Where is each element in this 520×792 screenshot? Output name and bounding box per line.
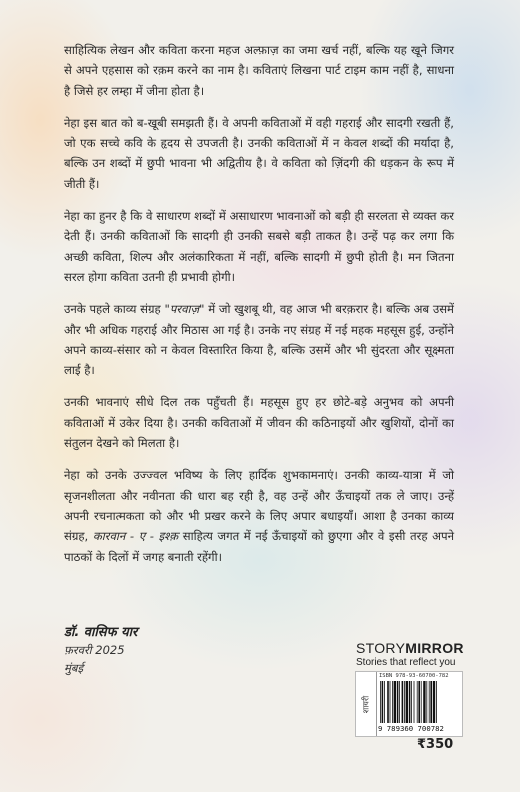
barcode-box xyxy=(355,671,463,737)
logo-part-mirror: MIRROR xyxy=(405,640,464,656)
genre-text: शायरी xyxy=(361,695,371,713)
paragraph-6 xyxy=(64,465,454,566)
publisher-brand xyxy=(356,640,476,668)
price-label: ₹350 xyxy=(417,737,454,752)
isbn-digits: 9 789360 700782 xyxy=(378,724,444,733)
publisher-logo xyxy=(356,640,476,656)
paragraph-5: उनकी भावनाएं सीधे दिल तक पहुँचती हैं। महसूस हुए हर छोटे-बड़े अनुभव को अपनी कविताओं में उकेर दिया है। उनकी कविताओं में जीवन की कठिनाइयों और खुशियों, दोनों का संतुलन देखने को मिलता है। xyxy=(64,395,454,451)
isbn-line: ISBN 978-93-60700-782 xyxy=(379,673,449,679)
publisher-tagline: Stories that reflect you xyxy=(356,657,456,668)
first-collection-title: "परवाज़" xyxy=(164,302,205,317)
paragraph-4 xyxy=(64,299,454,380)
barcode-image xyxy=(379,681,461,723)
signature-block xyxy=(64,622,137,676)
paragraph-4-text-a: उनके पहले काव्य संग्रह xyxy=(64,302,165,317)
genre-label xyxy=(356,672,377,736)
signature-city: मुंबई xyxy=(64,661,84,675)
signature-name: डॉ. वासिफ यार xyxy=(64,625,138,640)
signature-date: फ़रवरी 2025 xyxy=(64,643,125,657)
paragraph-6-text-b: साहित्य जगत में नई ऊँचाइयों को छुएगा और वे इसी तरह अपने पाठकों के दिलों में जगह बनाती रहेंगी। xyxy=(64,529,455,564)
paragraph-6-text-a: नेहा को उनके उज्ज्वल भविष्य के लिए हार्दिक शुभकामनाएं। उनकी काव्य-यात्रा में जो सृजनशीलता और नवीनता की धारा बह रही है, वह उन्हें और ऊँचाइयों तक ले जाए। उन्हें अपनी रचनात्मकता को और भी प्रखर करने के लिए अपार बधाइयाँ। आशा है उनका काव्य संग्रह, xyxy=(64,468,454,544)
paragraph-2: नेहा इस बात को ब-खूबी समझती हैं। वे अपनी कविताओं में वही गहराई और सादगी रखती हैं, जो एक सच्चे कवि के हृदय से उपजती है। उनकी कविताओं में न केवल शब्दों की मर्यादा है, बल्कि उन शब्दों में छुपी भावना भी अद्वितीय है। वे कविता को ज़िंदगी की धड़कन के रूप में जीती हैं। xyxy=(64,115,454,191)
logo-part-story: STORY xyxy=(356,640,406,656)
paragraph-3: नेहा का हुनर है कि वे साधारण शब्दों में असाधारण भावनाओं को बड़ी ही सरलता से व्यक्त कर देती हैं। उनकी कविताओं कि सादगी ही उनकी सबसे बड़ी ताकत है। उन्हें पढ़ कर लगा कि अच्छी कविता, शिल्प और अलंकारिकता में नहीं, बल्कि सादगी में छुपी होती है। मन जितना सरल होगा कविता उतनी ही प्रभावी होगी। xyxy=(64,209,454,284)
paragraph-1: साहित्यिक लेखन और कविता करना महज अल्फ़ाज़ का जमा खर्च नहीं, बल्कि यह खूने जिगर से अपने एहसास को रक़म करने का नाम है। कविताएं लिखना पार्ट टाइम काम नहीं है, साधना है जिसे हर लम्हा में जीना होता है। xyxy=(64,43,454,98)
blurb-text xyxy=(64,40,454,579)
paragraph-4-text-b: में जो खुशबू थी, वह आज भी बरक़रार है। बल्कि अब उसमें और भी अधिक गहराई और मिठास आ गई है। उनके नए संग्रह में नई महक महसूस हुई, उन्होंने अपने काव्य-संसार को न केवल विस्तारित किया है, बल्कि उसमें और भी सुंदरता और सूक्ष्मता लाई है। xyxy=(64,302,454,378)
collection-title: कारवान - ए - इश्क़ xyxy=(92,529,179,544)
